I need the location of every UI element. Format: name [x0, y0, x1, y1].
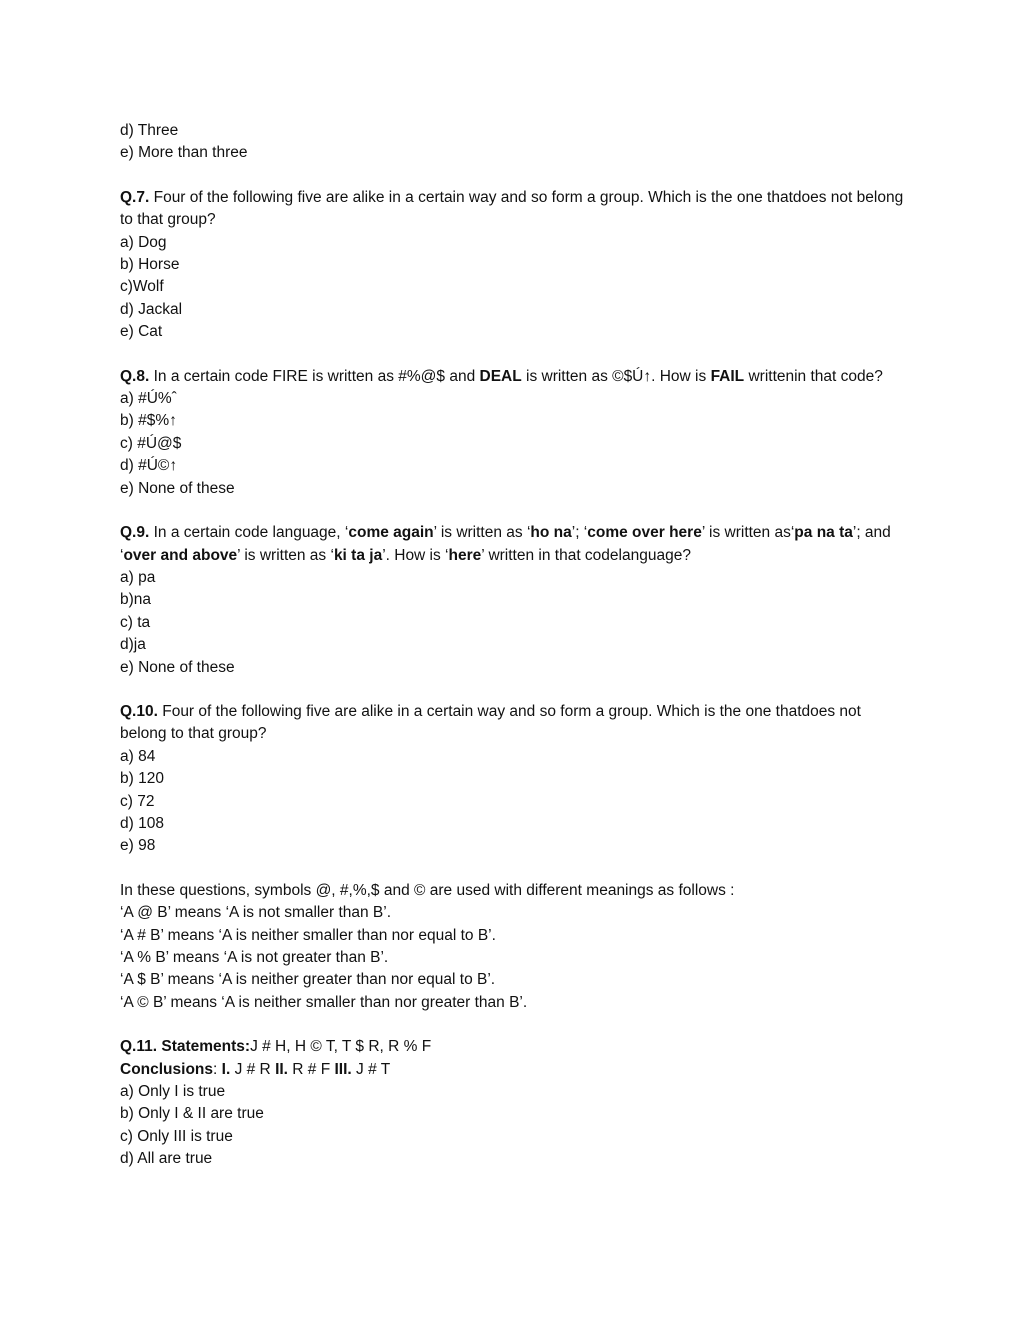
- q10-text: Four of the following five are alike in a certain way and so form a group. Which is the one thatdoes not belong to that group?: [120, 702, 861, 743]
- q10-question: [120, 701, 910, 746]
- q11-conclusion-2: R # F: [287, 1060, 335, 1078]
- q8-text-2: is written as ©$Ú↑. How is: [521, 367, 711, 385]
- q9-text-8: ’ written in that codelanguage?: [481, 546, 691, 564]
- q7-text: Four of the following five are alike in a certain way and so form a group. Which is the one thatdoes not belong to that group?: [120, 188, 904, 229]
- q11-conclusion-2-label: II.: [275, 1060, 288, 1078]
- q11-statements-text: J # H, H © T, T $ R, R % F: [250, 1038, 432, 1056]
- q8-question: [120, 366, 910, 388]
- q7-option-e: e) Cat: [120, 323, 163, 341]
- q9-question: [120, 522, 910, 567]
- q10-option-e: e) 98: [120, 837, 156, 855]
- q11-conclusion-3: J # T: [351, 1060, 391, 1078]
- q9-option-a: a) pa: [120, 568, 156, 586]
- q8-text-1: In a certain code FIRE is written as #%@$ and: [149, 367, 480, 385]
- q11-conclusion-3-label: III.: [334, 1060, 352, 1078]
- q9-text-2: ’ is written as ‘: [433, 524, 531, 542]
- symbol-definition: ‘A © B’ means ‘A is neither smaller than nor greater than B’.: [120, 993, 528, 1011]
- q9-option-b: b)na: [120, 591, 152, 609]
- q9-bold-1: come again: [348, 524, 434, 542]
- q9-text-3: ’; ‘: [571, 524, 588, 542]
- q9-bold-5: over and above: [123, 546, 238, 564]
- q8-option-c: c) #Ú@$: [120, 434, 182, 452]
- q10-option-a: a) 84: [120, 747, 156, 765]
- q9-text-4: ’ is written as‘: [701, 524, 795, 542]
- q7-number: Q.7.: [120, 188, 150, 206]
- q11-option-a: a) Only I is true: [120, 1083, 226, 1101]
- q9-text-5: ’; and ‘: [120, 524, 891, 564]
- q7-option-b: b) Horse: [120, 256, 180, 274]
- q11-option-b: b) Only I & II are true: [120, 1105, 264, 1123]
- q9-bold-3: come over here: [587, 524, 702, 542]
- q11-conclusion-1-label: I.: [221, 1060, 231, 1078]
- symbol-definition: ‘A # B’ means ‘A is neither smaller than nor equal to B’.: [120, 926, 496, 944]
- q9-text-6: ’ is written as ‘: [237, 546, 334, 564]
- q10-option-b: b) 120: [120, 770, 164, 788]
- q11-label: Q.11. Statements:: [120, 1038, 251, 1056]
- q10-option-d: d) 108: [120, 814, 164, 832]
- symbol-definition: ‘A $ B’ means ‘A is neither greater than nor equal to B’.: [120, 971, 496, 989]
- q9-bold-6: ki ta ja: [333, 546, 383, 564]
- q7-question: [120, 187, 910, 232]
- q9-bold-4: pa na ta: [794, 524, 853, 542]
- q8-bold-fail: FAIL: [710, 367, 745, 385]
- q7-option-a: a) Dog: [120, 233, 167, 251]
- q8-text-3: writtenin that code?: [744, 367, 883, 385]
- q9-option-d: d)ja: [120, 636, 146, 654]
- q10-option-c: c) 72: [120, 792, 155, 810]
- q11-option-d: d) All are true: [120, 1150, 213, 1168]
- q7-option-d: d) Jackal: [120, 300, 183, 318]
- q11-conclusions: [120, 1059, 910, 1081]
- symbol-definition: ‘A @ B’ means ‘A is not smaller than B’.: [120, 904, 392, 922]
- q9-bold-7: here: [448, 546, 482, 564]
- q11-option-c: c) Only III is true: [120, 1127, 233, 1145]
- q8-bold-deal: DEAL: [479, 367, 522, 385]
- q6-option-d: d) Three: [120, 122, 179, 139]
- q8-option-b: b) #$%↑: [120, 412, 177, 430]
- document-page: [120, 120, 910, 1171]
- symbols-intro: In these questions, symbols @, #,%,$ and © are used with different meanings as follows :: [120, 881, 735, 899]
- q11-statements: [120, 1036, 910, 1058]
- q8-option-a: a) #Ú%ˆ: [120, 390, 177, 408]
- q10-number: Q.10.: [120, 702, 158, 720]
- q9-text-7: ’. How is ‘: [382, 546, 449, 564]
- q11-conclusion-1: J # R: [230, 1060, 276, 1078]
- q9-option-e: e) None of these: [120, 658, 235, 676]
- q6-option-e: e) More than three: [120, 144, 248, 162]
- q9-number: Q.9.: [120, 524, 150, 542]
- q9-text-1: In a certain code language, ‘: [149, 524, 349, 542]
- q11-conclusions-sep: :: [213, 1060, 222, 1078]
- q8-option-e: e) None of these: [120, 479, 235, 497]
- q8-option-d: d) #Ú©↑: [120, 457, 178, 475]
- q7-option-c: c)Wolf: [120, 278, 164, 296]
- q9-bold-2: ho na: [530, 524, 572, 542]
- q9-option-c: c) ta: [120, 613, 151, 631]
- symbol-definition: ‘A % B’ means ‘A is not greater than B’.: [120, 949, 389, 966]
- q8-number: Q.8.: [120, 367, 150, 385]
- q11-conclusions-label: Conclusions: [120, 1060, 214, 1078]
